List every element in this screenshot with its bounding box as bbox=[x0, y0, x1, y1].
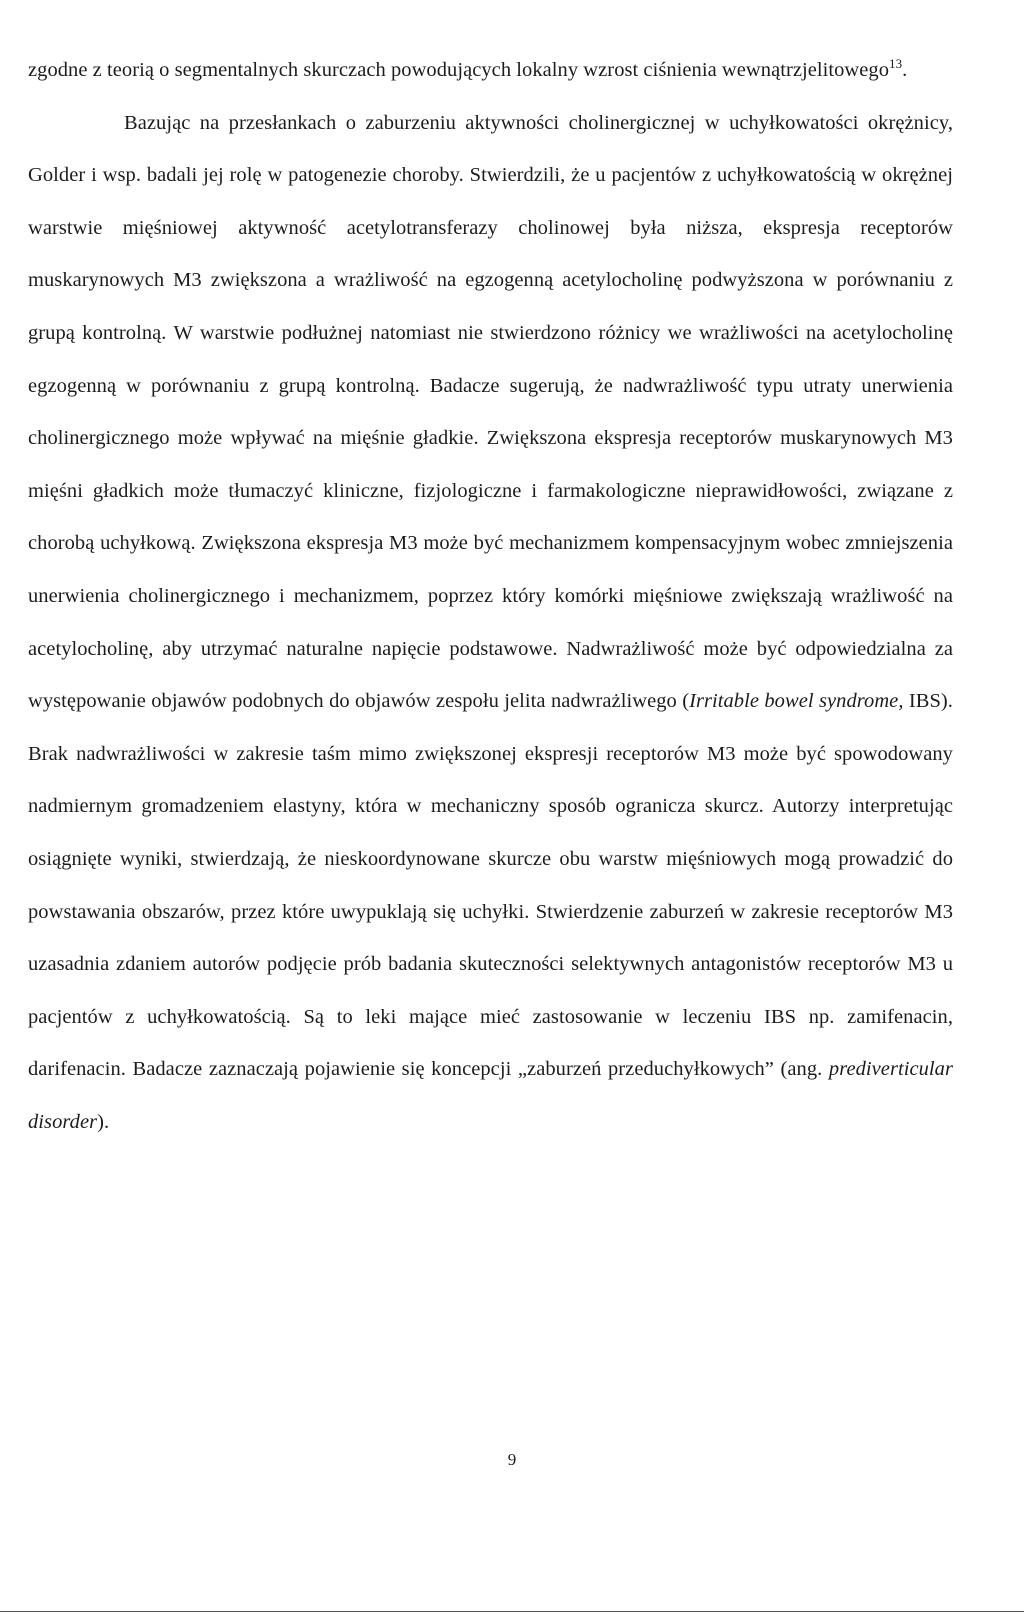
paragraph-2-part-c: ). bbox=[97, 1110, 110, 1133]
paragraph-1 bbox=[28, 44, 953, 97]
paragraph-1-end: . bbox=[902, 59, 908, 81]
paragraph-2-italic-ibs: Irritable bowel syndrome, bbox=[689, 690, 904, 713]
paragraph-2-italic-prediverticular: prediverticular disorder bbox=[28, 1058, 953, 1133]
paragraph-1-text: zgodne z teorią o segmentalnych skurczach powodujących lokalny wzrost ciśnienia wewnątrzjelitowego bbox=[28, 59, 890, 81]
paragraph-2-part-a: Bazując na przesłankach o zaburzeniu aktywności cholinergicznej w uchyłkowatości okrężnicy, Golder i wsp. badali jej rolę w patogenezie choroby. Stwierdzili, że u pacjentów z uchyłkowatością w okrężnej warstwie mięśniowej aktywność acetylotransferazy cholinowej była niższa, ekspresja receptorów muskarynowych M3 zwiększona a wrażliwość na egzogenną acetylocholinę podwyższona w porównaniu z grupą kontrolną. W warstwie podłużnej natomiast nie stwierdzono różnicy we wrażliwości na acetylocholinę egzogenną w porównaniu z grupą kontrolną. Badacze sugerują, że nadwrażliwość typu utraty unerwienia cholinergicznego może wpływać na mięśnie gładkie. Zwiększona ekspresja receptorów muskarynowych M3 mięśni gładkich może tłumaczyć kliniczne, fizjologiczne i farmakologiczne nieprawidłowości, związane z chorobą uchyłkową. Zwiększona ekspresja M3 może być mechanizmem kompensacyjnym wobec zmniejszenia unerwienia cholinergicznego i mechanizmem, poprzez który komórki mięśniowe zwiększają wrażliwość na acetylocholinę, aby utrzymać naturalne napięcie podstawowe. Nadwrażliwość może być odpowiedzialna za występowanie objawów podobnych do objawów zespołu jelita nadwrażliwego ( bbox=[28, 111, 953, 713]
bottom-rule bbox=[0, 1611, 1024, 1612]
page-number: 9 bbox=[507, 1450, 517, 1469]
document-page bbox=[28, 44, 953, 1148]
paragraph-2 bbox=[28, 97, 953, 1149]
paragraph-2-part-b: IBS). Brak nadwrażliwości w zakresie taśm mimo zwiększonej ekspresji receptorów M3 może być spowodowany nadmiernym gromadzeniem elastyny, która w mechaniczny sposób ogranicza skurcz. Autorzy interpretując osiągnięte wyniki, stwierdzają, że nieskoordynowane skurcze obu warstw mięśniowych mogą prowadzić do powstawania obszarów, przez które uwypuklają się uchyłki. Stwierdzenie zaburzeń w zakresie receptorów M3 uzasadnia zdaniem autorów podjęcie prób badania skuteczności selektywnych antagonistów receptorów M3 u pacjentów z uchyłkowatością. Są to leki mające mieć zastosowanie w leczeniu IBS np. zamifenacin, darifenacin. Badacze zaznaczają pojawienie się koncepcji „zaburzeń przeduchyłkowych” (ang. bbox=[28, 690, 953, 1081]
footnote-ref-13: 13 bbox=[889, 56, 903, 71]
